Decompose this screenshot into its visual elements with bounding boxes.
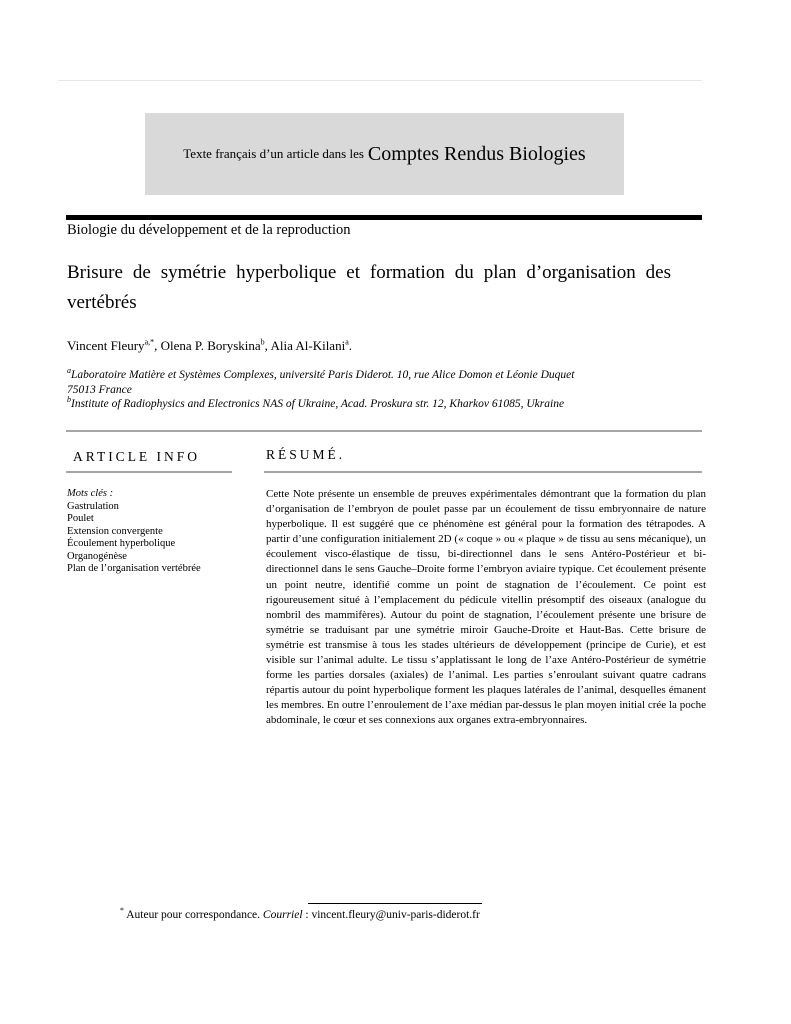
author-list	[67, 338, 352, 354]
top-divider	[58, 80, 702, 81]
section-label: Biologie du développement et de la reproduction	[67, 222, 351, 238]
author-separator: ,	[264, 338, 271, 353]
affiliation-text: Laboratoire Matière et Systèmes Complexes, université Paris Diderot. 10, rue Alice Domon et Léonie Duquet	[71, 369, 575, 381]
author-separator: ,	[154, 338, 161, 353]
resume-heading: RÉSUMÉ.	[266, 447, 346, 462]
keyword-item: Organogénèse	[67, 550, 127, 562]
keywords-list	[67, 488, 201, 576]
keyword-item: Écoulement hyperbolique	[67, 538, 176, 549]
article-title: Brisure de symétrie hyperbolique et formation du plan d’organisation des vertébrés	[67, 262, 671, 313]
journal-prefix: Texte français d’un article dans les	[183, 146, 364, 161]
affiliation-a	[67, 366, 575, 381]
author-name: Vincent Fleury	[67, 338, 145, 353]
author-affil-marker: a	[345, 337, 349, 347]
affiliation-marker: a	[67, 366, 71, 376]
author-affil-marker: b	[260, 337, 265, 347]
affiliation-a-continued	[67, 384, 132, 396]
article-info-divider	[66, 471, 232, 473]
footnote-divider	[308, 903, 482, 904]
keyword-item: Poulet	[67, 513, 94, 524]
affiliation-b	[67, 395, 565, 410]
footnote-marker: *	[120, 906, 124, 916]
author-affil-marker: a,*	[144, 337, 155, 347]
affiliation-text: 75013 France	[67, 384, 132, 396]
footnote-email[interactable]: : vincent.fleury@univ-paris-diderot.fr	[302, 909, 480, 921]
journal-banner	[145, 113, 624, 195]
keyword-item: Gastrulation	[67, 500, 119, 512]
author-name: Alia Al-Kilani	[270, 338, 346, 353]
affiliation-text: Institute of Radiophysics and Electronics NAS of Ukraine, Acad. Proskura str. 12, Kharkov 61085, Ukraine	[71, 398, 565, 410]
keyword-item: Extension convergente	[67, 525, 163, 537]
footnote	[120, 906, 480, 921]
footnote-email-label: Courriel	[262, 909, 303, 921]
resume-divider	[264, 471, 702, 473]
author-separator: .	[348, 338, 353, 353]
abstract-text: Cette Note présente un ensemble de preuves expérimentales démontrant que la formation du plan d’organisation de l’embryon de poulet passe par un écoulement de tissu embryonnaire de nature hyperbolique. Il est suggéré que ce phénomène est général pour la formation des tétrapodes. A partir d’une configuration initialement 2D (« coque » ou « plaque » de tissu au sens mécanique), un écoulement visco-élastique de tissu, bi-directionnel dans le sens Antéro-Postérieur et bi-directionnel dans le sens Gauche–Droite forme l’embryon aviaire typique. Cet écoulement présente un point neutre, identifié comme un point de stagnation de l’écoulement. Ce point est rigoureusement situé à l’emplacement du pédicule vitellin présomptif des oiseaux (analogue du nombril des mammifères). Autour du point de stagnation, l’écoulement présente une brisure de symétrie se traduisant par une symétrie miroir Gauche-Droite et Haut-Bas. Cette brisure de symétrie est transmise à tous les stades ultérieurs de développement (principe de Curie), et est visible sur l’animal adulte. Le tissu s’applatissant le long de l’axe Antéro-Postérieur de symétrie forme les parties dorsales (axiales) de l’animal. Les parties s’enroulant suivant quatre cadrans répartis autour du point hyperbolique forment les plaques latérales de l’animal, desquelles émanent les membres. En outre l’enroulement de l’axe médian par-dessus le plan moyen initial crée la poche abdominale, le cœur et ses connexions aux organes extra-embryonnaires.	[266, 488, 706, 727]
keywords-label: Mots clés :	[67, 488, 114, 499]
article-info-heading: ARTICLE INFO	[73, 449, 201, 464]
author-name: Olena P. Boryskina	[160, 338, 261, 353]
header-rule	[66, 215, 702, 220]
journal-name: Comptes Rendus Biologies	[367, 142, 586, 165]
keyword-item: Plan de l’organisation vertébrée	[67, 563, 201, 574]
footnote-text: Auteur pour correspondance.	[124, 909, 263, 921]
affiliation-marker: b	[67, 395, 71, 405]
affiliation-divider	[66, 430, 702, 432]
